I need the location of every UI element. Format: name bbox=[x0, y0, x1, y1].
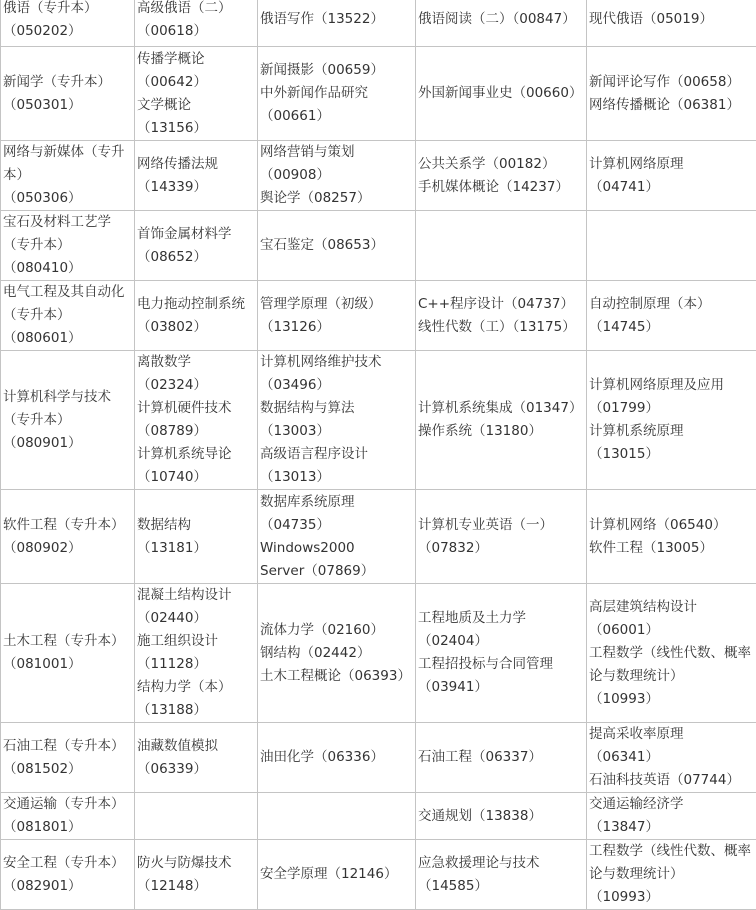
course-text: 文学概论 bbox=[137, 94, 257, 117]
course-text: 工程数学（线性代数、概率论与数理统计） bbox=[589, 642, 756, 688]
major-text: 宝石及材料工艺学 bbox=[3, 211, 134, 234]
course-text: 计算机专业英语（一） bbox=[418, 514, 586, 537]
major-text: 计算机科学与技术 bbox=[3, 386, 134, 409]
major-text: 交通运输（专升本） bbox=[3, 793, 134, 816]
major-text: （050301） bbox=[3, 94, 134, 117]
course-text: 交通运输经济学 bbox=[589, 793, 756, 816]
course-text: 数据库系统原理 bbox=[260, 491, 415, 514]
major-cell bbox=[1, 840, 135, 910]
table-row bbox=[1, 723, 756, 793]
course-text: 数据结构与算法 bbox=[260, 397, 415, 420]
major-text: （080901） bbox=[3, 432, 134, 455]
course-text: （10740） bbox=[137, 466, 257, 489]
course-text: 计算机网络原理及应用 bbox=[589, 374, 756, 397]
course-text: （08789） bbox=[137, 420, 257, 443]
course-text: （14339） bbox=[137, 176, 257, 199]
table-row bbox=[1, 47, 756, 141]
course-text: 提高采收率原理 bbox=[589, 723, 756, 746]
course-cell bbox=[135, 141, 258, 211]
course-text: （13156） bbox=[137, 117, 257, 140]
course-text: 石油科技英语（07744） bbox=[589, 769, 756, 792]
major-text: （080410） bbox=[3, 257, 134, 280]
major-text: （082901） bbox=[3, 875, 134, 898]
major-text: （081001） bbox=[3, 653, 134, 676]
major-cell bbox=[1, 0, 135, 47]
course-cell bbox=[416, 0, 587, 47]
course-text: 计算机网络维护技术 bbox=[260, 351, 415, 374]
course-text: 线性代数（工）（13175） bbox=[418, 316, 586, 339]
course-text: （02440） bbox=[137, 607, 257, 630]
major-text: （专升本） bbox=[3, 304, 134, 327]
course-text: 自动控制原理（本） bbox=[589, 293, 756, 316]
course-cell bbox=[587, 840, 756, 910]
course-text: 高级俄语（二） bbox=[137, 0, 257, 20]
course-text: （06341） bbox=[589, 746, 756, 769]
course-text: 油藏数值模拟 bbox=[137, 735, 257, 758]
course-cell bbox=[416, 584, 587, 723]
course-text: （02324） bbox=[137, 374, 257, 397]
course-cell bbox=[416, 141, 587, 211]
table-body bbox=[1, 0, 756, 910]
course-text: 计算机硬件技术 bbox=[137, 397, 257, 420]
course-text: （08652） bbox=[137, 246, 257, 269]
course-cell bbox=[587, 723, 756, 793]
course-text: （10993） bbox=[589, 886, 756, 909]
course-text: 离散数学 bbox=[137, 351, 257, 374]
course-text: （06001） bbox=[589, 619, 756, 642]
major-cell bbox=[1, 490, 135, 584]
table-row bbox=[1, 0, 756, 47]
course-text: （00661） bbox=[260, 105, 415, 128]
course-cell bbox=[587, 351, 756, 490]
course-text: （03802） bbox=[137, 316, 257, 339]
major-text: 网络与新媒体（专升本） bbox=[3, 141, 134, 187]
course-text: （00642） bbox=[137, 71, 257, 94]
course-cell bbox=[135, 793, 258, 840]
course-cell bbox=[135, 584, 258, 723]
course-cell bbox=[135, 490, 258, 584]
course-text: （13847） bbox=[589, 816, 756, 839]
course-text: 网络传播概论（06381） bbox=[589, 94, 756, 117]
course-cell bbox=[258, 840, 416, 910]
table-row bbox=[1, 211, 756, 281]
major-text: 石油工程（专升本） bbox=[3, 735, 134, 758]
major-text: （050306） bbox=[3, 187, 134, 210]
course-text: （00908） bbox=[260, 164, 415, 187]
course-text: 手机媒体概论（14237） bbox=[418, 176, 586, 199]
major-cell bbox=[1, 793, 135, 840]
course-text: （02404） bbox=[418, 630, 586, 653]
course-cell bbox=[416, 723, 587, 793]
major-text: 土木工程（专升本） bbox=[3, 630, 134, 653]
course-text: （12148） bbox=[137, 875, 257, 898]
course-text: 应急救援理论与技术 bbox=[418, 852, 586, 875]
major-text: （081502） bbox=[3, 758, 134, 781]
major-text: （专升本） bbox=[3, 234, 134, 257]
course-text: 混凝土结构设计 bbox=[137, 584, 257, 607]
major-cell bbox=[1, 47, 135, 141]
table-row bbox=[1, 490, 756, 584]
course-cell bbox=[416, 490, 587, 584]
course-cell bbox=[258, 584, 416, 723]
course-text: 高层建筑结构设计 bbox=[589, 596, 756, 619]
course-cell bbox=[587, 47, 756, 141]
course-cell bbox=[416, 281, 587, 351]
course-cell bbox=[258, 351, 416, 490]
course-text: 中外新闻作品研究 bbox=[260, 82, 415, 105]
course-text: （14745） bbox=[589, 316, 756, 339]
major-cell bbox=[1, 141, 135, 211]
course-text: （03941） bbox=[418, 676, 586, 699]
course-text: Server（07869） bbox=[260, 560, 415, 583]
course-text: 钢结构（02442） bbox=[260, 642, 415, 665]
course-text: 土木工程概论（06393） bbox=[260, 665, 415, 688]
course-text: 计算机网络（06540） bbox=[589, 514, 756, 537]
major-text: （080902） bbox=[3, 537, 134, 560]
course-cell bbox=[258, 47, 416, 141]
course-cell bbox=[416, 351, 587, 490]
course-cell bbox=[258, 211, 416, 281]
course-cell bbox=[135, 211, 258, 281]
course-text: 网络营销与策划 bbox=[260, 141, 415, 164]
course-text: 计算机网络原理 bbox=[589, 153, 756, 176]
course-cell bbox=[258, 723, 416, 793]
table-row bbox=[1, 584, 756, 723]
course-text: 操作系统（13180） bbox=[418, 420, 586, 443]
course-cell bbox=[587, 584, 756, 723]
course-text: 工程数学（线性代数、概率论与数理统计） bbox=[589, 840, 756, 886]
course-cell bbox=[416, 793, 587, 840]
course-cell bbox=[258, 281, 416, 351]
course-cell bbox=[135, 723, 258, 793]
course-text: 数据结构 bbox=[137, 514, 257, 537]
course-text: （03496） bbox=[260, 374, 415, 397]
major-text: 安全工程（专升本） bbox=[3, 852, 134, 875]
table-row bbox=[1, 141, 756, 211]
course-text: 工程地质及土力学 bbox=[418, 607, 586, 630]
table-row bbox=[1, 840, 756, 910]
course-text: （01799） bbox=[589, 397, 756, 420]
course-text: 高级语言程序设计 bbox=[260, 443, 415, 466]
course-text: 油田化学（06336） bbox=[260, 746, 415, 769]
course-text: （00618） bbox=[137, 20, 257, 43]
course-cell bbox=[587, 490, 756, 584]
course-text: 俄语阅读（二）（00847） bbox=[418, 8, 586, 31]
course-cell bbox=[587, 0, 756, 47]
course-text: 首饰金属材料学 bbox=[137, 223, 257, 246]
course-text: （10993） bbox=[589, 688, 756, 711]
course-cell bbox=[416, 211, 587, 281]
course-text: 外国新闻事业史（00660） bbox=[418, 82, 586, 105]
major-text: （081801） bbox=[3, 816, 134, 839]
course-text: 传播学概论 bbox=[137, 48, 257, 71]
course-text: 防火与防爆技术 bbox=[137, 852, 257, 875]
course-text: （13188） bbox=[137, 699, 257, 722]
course-text: （11128） bbox=[137, 653, 257, 676]
course-text: 计算机系统集成（01347） bbox=[418, 397, 586, 420]
course-text: 安全学原理（12146） bbox=[260, 863, 415, 886]
table-row bbox=[1, 793, 756, 840]
course-text: 电力拖动控制系统 bbox=[137, 293, 257, 316]
major-text: 软件工程（专升本） bbox=[3, 514, 134, 537]
course-cell bbox=[587, 141, 756, 211]
course-text: （13003） bbox=[260, 420, 415, 443]
course-cell bbox=[416, 840, 587, 910]
major-text: 俄语（专升本） bbox=[3, 0, 134, 20]
course-text: （06339） bbox=[137, 758, 257, 781]
course-text: （04735） bbox=[260, 514, 415, 537]
course-text: （13013） bbox=[260, 466, 415, 489]
course-text: （07832） bbox=[418, 537, 586, 560]
course-text: （13126） bbox=[260, 316, 415, 339]
course-text: 计算机系统导论 bbox=[137, 443, 257, 466]
course-cell bbox=[258, 793, 416, 840]
course-cell bbox=[135, 0, 258, 47]
course-text: 流体力学（02160） bbox=[260, 619, 415, 642]
course-cell bbox=[135, 47, 258, 141]
major-text: （050202） bbox=[3, 20, 134, 43]
course-text: 网络传播法规 bbox=[137, 153, 257, 176]
major-cell bbox=[1, 584, 135, 723]
major-text: （080601） bbox=[3, 327, 134, 350]
major-text: （专升本） bbox=[3, 409, 134, 432]
course-text: 公共关系学（00182） bbox=[418, 153, 586, 176]
course-text: C++程序设计（04737） bbox=[418, 293, 586, 316]
major-cell bbox=[1, 281, 135, 351]
course-text: （14585） bbox=[418, 875, 586, 898]
course-text: 新闻摄影（00659） bbox=[260, 59, 415, 82]
course-text: 俄语写作（13522） bbox=[260, 8, 415, 31]
course-cell bbox=[135, 840, 258, 910]
major-text: 新闻学（专升本） bbox=[3, 71, 134, 94]
course-text: （13015） bbox=[589, 443, 756, 466]
major-cell bbox=[1, 351, 135, 490]
course-text: （13181） bbox=[137, 537, 257, 560]
course-text: 计算机系统原理 bbox=[589, 420, 756, 443]
course-cell bbox=[258, 141, 416, 211]
course-cell bbox=[416, 47, 587, 141]
course-text: 结构力学（本） bbox=[137, 676, 257, 699]
course-cell bbox=[587, 281, 756, 351]
course-text: 交通规划（13838） bbox=[418, 805, 586, 828]
course-text: Windows2000 bbox=[260, 537, 415, 560]
major-cell bbox=[1, 211, 135, 281]
course-text: 现代俄语（05019） bbox=[589, 8, 756, 31]
table-row bbox=[1, 351, 756, 490]
course-text: 工程招投标与合同管理 bbox=[418, 653, 586, 676]
major-text: 电气工程及其自动化 bbox=[3, 281, 134, 304]
course-cell bbox=[258, 490, 416, 584]
course-text: 软件工程（13005） bbox=[589, 537, 756, 560]
table-row bbox=[1, 281, 756, 351]
course-text: 新闻评论写作（00658） bbox=[589, 71, 756, 94]
major-cell bbox=[1, 723, 135, 793]
course-cell bbox=[135, 351, 258, 490]
course-text: 舆论学（08257） bbox=[260, 187, 415, 210]
course-text: 管理学原理（初级） bbox=[260, 293, 415, 316]
course-text: 施工组织设计 bbox=[137, 630, 257, 653]
course-text: （04741） bbox=[589, 176, 756, 199]
course-cell bbox=[587, 211, 756, 281]
course-cell bbox=[258, 0, 416, 47]
course-text: 宝石鉴定（08653） bbox=[260, 234, 415, 257]
course-text: 石油工程（06337） bbox=[418, 746, 586, 769]
course-cell bbox=[135, 281, 258, 351]
course-cell bbox=[587, 793, 756, 840]
